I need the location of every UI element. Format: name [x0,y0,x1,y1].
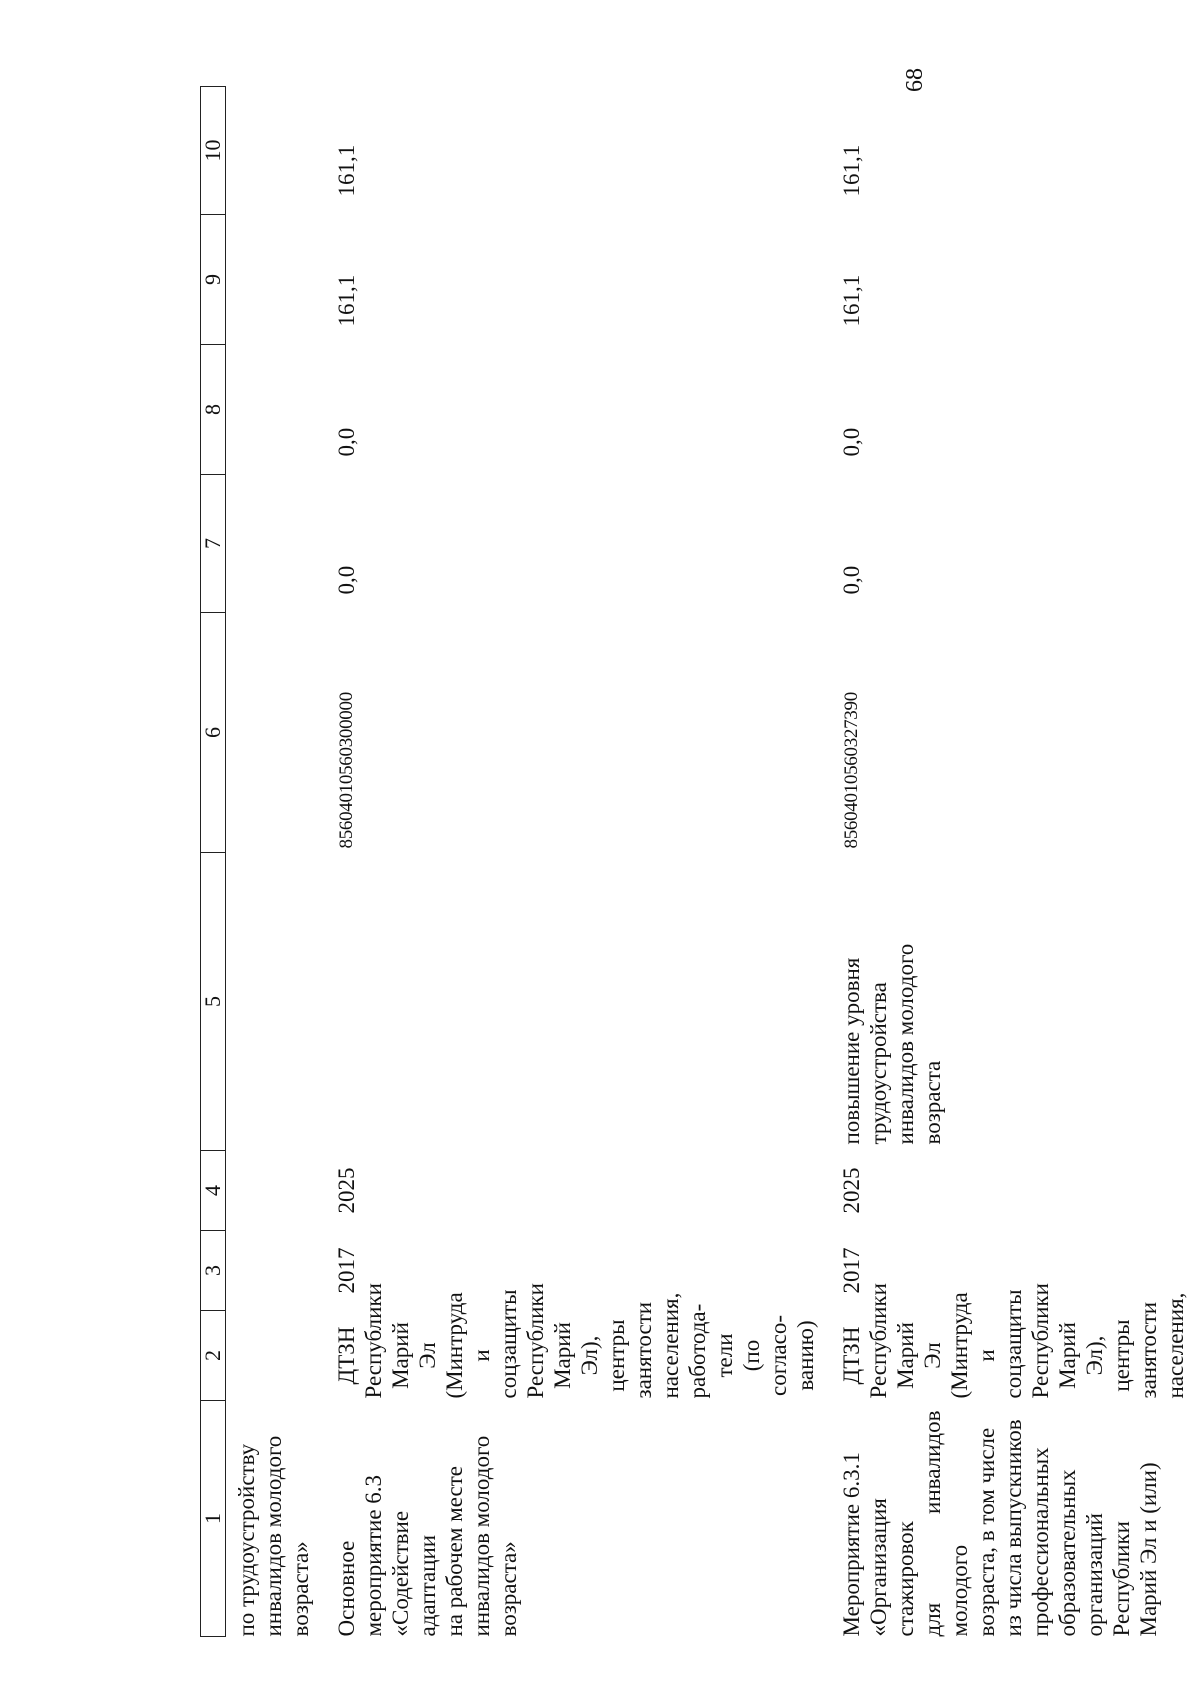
header-cell: 6 [201,613,226,853]
event-name-cell-line: Основное [334,1540,359,1637]
executor-cell-line: населения, [1163,1292,1188,1399]
executor-cell [831,1283,1200,1401]
budget-code-cell: 85604010560327390 [841,692,862,849]
expected-result-cell-line: инвалидов молодого [893,943,918,1145]
executor-cell-line: Республики [361,1283,386,1399]
event-name-cell-line: инвалидов молодого [469,1435,494,1637]
header-cell: 9 [201,215,226,345]
event-name-cell-line: возраста» [496,1541,521,1637]
executor-cell-line: занятости [631,1301,656,1399]
value-col7-cell: 0,0 [334,565,359,595]
executor-cell-line: населения, [658,1292,683,1399]
executor-cell-line: Марий Эл [388,1322,440,1389]
end-year-cell: 2025 [839,1167,864,1214]
value-col9-cell: 161,1 [839,274,864,327]
executor-cell-line: ванию) [793,1320,818,1391]
event-name-cell-line: на рабочем месте [442,1466,467,1637]
executor-cell-line: и соцзащиты [974,1289,1026,1399]
executor-cell-line: ДТЗН [334,1326,359,1385]
expected-result-cell [831,853,1200,1151]
event-name-cell-line: Мероприятие 6.3.1 [839,1452,864,1637]
event-name-cell-line: организаций Республики [1082,1513,1134,1637]
executor-cell-line: (Минтруда [442,1292,467,1399]
event-name-cell [326,1401,831,1637]
executor-cell-line: Марий Эл), [550,1322,602,1389]
executor-cell-line: тели [712,1333,737,1378]
event-name-cell-line: мероприятие 6.3 [361,1474,386,1637]
program-table [200,86,1200,1637]
expected-result-cell-line: трудоустройства [866,982,891,1145]
executor-cell-line: (Минтруда [947,1292,972,1399]
header-cell: 10 [201,87,226,215]
executor-cell-line: работода- [685,1303,710,1399]
header-cell: 2 [201,1311,226,1401]
executor-cell-line: Республики [1028,1283,1053,1399]
end-year-cell: 2025 [334,1167,359,1214]
value-col9-cell [226,215,327,345]
table-row [226,87,327,1637]
event-name-cell-line: образовательных [1055,1469,1080,1637]
executor-cell-line: Марий Эл [893,1322,945,1389]
event-name-cell-line: Марий Эл и (или) [1136,1462,1161,1637]
header-row [201,87,226,1637]
header-cell: 5 [201,853,226,1151]
executor-cell [226,1311,327,1401]
expected-result-cell [326,853,831,1151]
value-col7-cell: 0,0 [839,565,864,595]
executor-cell-line: Республики [866,1283,891,1399]
expected-result-cell-line: возраста [920,1060,945,1145]
expected-result-cell [226,853,327,1151]
event-name-cell-line: инвалидов молодого [261,1435,286,1637]
value-col10-cell [226,87,327,215]
value-col8-cell: 0,0 [839,427,864,457]
rotated-table-page [200,87,1200,1637]
executor-cell-line: и соцзащиты [469,1289,521,1399]
header-cell: 1 [201,1401,226,1637]
page-number: 68 [902,68,928,92]
header-cell: 3 [201,1231,226,1311]
budget-code-cell: 85604010560300000 [336,692,357,849]
executor-cell-line: занятости [1136,1301,1161,1399]
value-col10-cell: 161,1 [334,144,359,197]
value-col8-cell: 0,0 [334,427,359,457]
event-name-cell-line: из числа выпускников [1001,1419,1026,1637]
executor-cell-line: ДТЗН [839,1326,864,1385]
event-name-cell-line: по трудоустройству [234,1443,259,1637]
event-name-cell-line: возраста» [288,1541,313,1637]
value-col9-cell: 161,1 [334,274,359,327]
value-col10-cell: 161,1 [839,144,864,197]
end-year-cell [226,1151,327,1231]
budget-code-cell [226,613,327,853]
start-year-cell [226,1231,327,1311]
header-cell: 4 [201,1151,226,1231]
start-year-cell: 2017 [334,1247,359,1294]
event-name-cell [226,1401,327,1637]
header-cell: 8 [201,345,226,475]
event-name-cell [831,1401,1200,1637]
event-name-cell-line: возраста, в том числе [974,1427,999,1637]
event-name-cell-line: профессиональных [1028,1447,1053,1637]
table-row [326,87,831,1637]
executor-cell-line: Марий Эл), [1055,1322,1107,1389]
event-name-cell-line: стажировок [893,1521,918,1637]
executor-cell-line: Республики [523,1283,548,1399]
value-col8-cell [226,345,327,475]
executor-cell-line: центры [604,1319,629,1392]
executor-cell-line: (по согласо- [739,1314,791,1397]
value-col7-cell [226,475,327,613]
expected-result-cell-line: повышение уровня [839,957,864,1145]
header-cell: 7 [201,475,226,613]
event-name-cell-line: «Организация [866,1498,891,1637]
table-body [226,87,1200,1637]
event-name-cell-line: «Содействие адаптации [388,1510,440,1637]
event-name-cell-line: для инвалидов молодого [920,1410,972,1637]
table-row [831,87,1200,1637]
start-year-cell: 2017 [839,1247,864,1294]
executor-cell-line: центры [1109,1319,1134,1392]
executor-cell [326,1283,831,1401]
